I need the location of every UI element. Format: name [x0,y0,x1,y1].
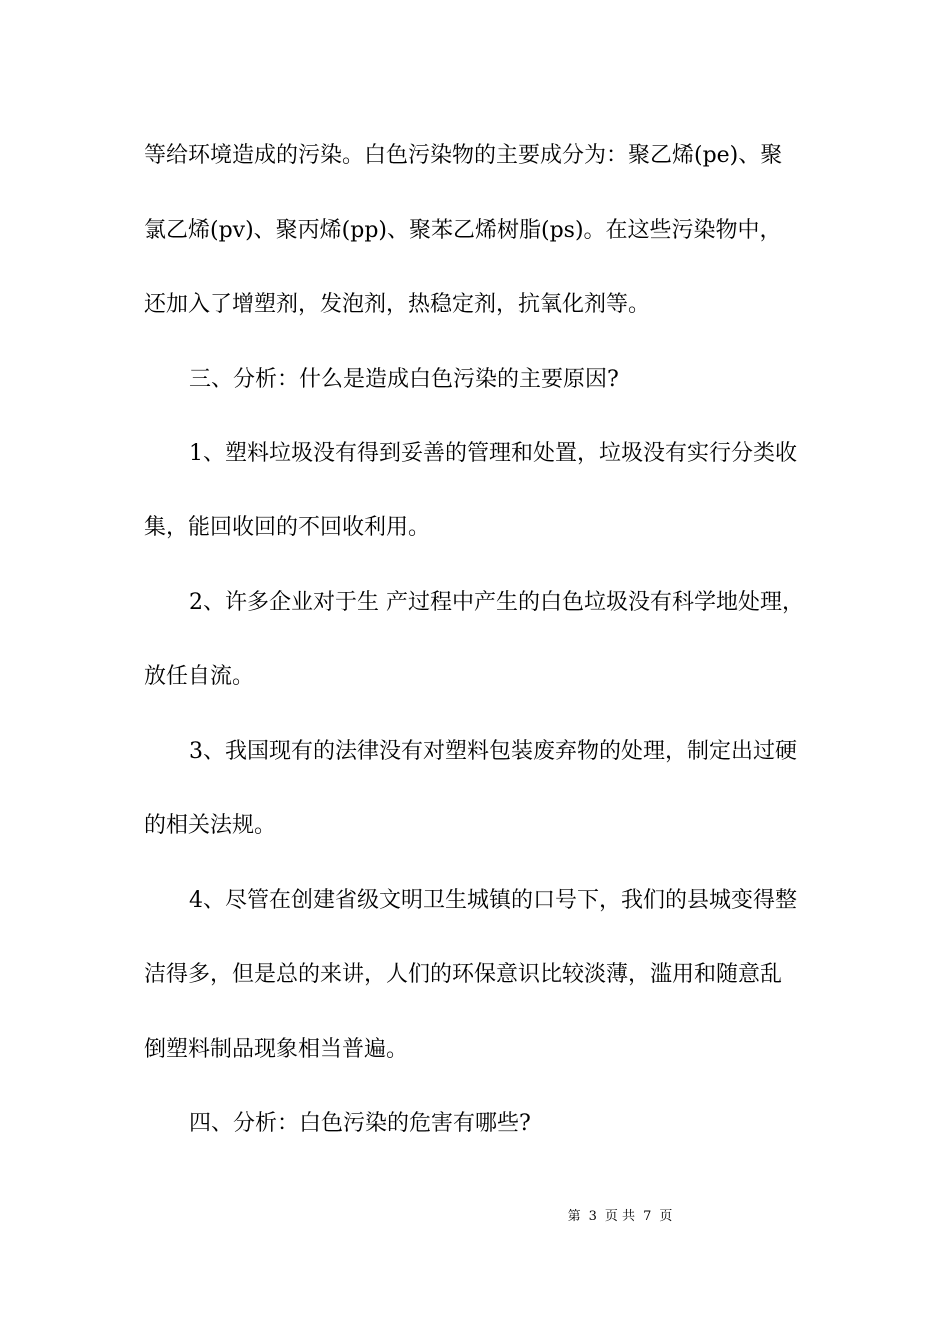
paragraph-line: 倒塑料制品现象相当普遍。 [144,1037,409,1062]
paragraph-line: 1、塑料垃圾没有得到妥善的管理和处置，垃圾没有实行分类收 [189,441,797,466]
paragraph-line: 还加入了增塑剂，发泡剂，热稳定剂，抗氧化剂等。 [144,292,651,317]
footer-suffix: 页 [659,1209,673,1224]
page-footer [0,1208,950,1226]
paragraph-line: 氯乙烯(pv)、聚丙烯(pp)、聚苯乙烯树脂(ps)。在这些污染物中， [144,218,782,243]
footer-prefix: 第 [567,1209,581,1224]
footer-current-page: 3 [588,1209,597,1224]
paragraph-line: 3、我国现有的法律没有对塑料包装废弃物的处理，制定出过硬 [189,739,797,764]
paragraph-line: 放任自流。 [144,664,255,689]
paragraph-line: 洁得多，但是总的来讲，人们的环保意识比较淡薄，滥用和随意乱 [144,962,783,987]
footer-mid: 页 共 [604,1209,636,1224]
footer-total-pages: 7 [643,1209,652,1224]
paragraph-line: 集，能回收回的不回收利用。 [144,515,431,540]
paragraph-line: 4、尽管在创建省级文明卫生城镇的口号下，我们的县城变得整 [189,888,797,913]
paragraph-line: 等给环境造成的污染。白色污染物的主要成分为：聚乙烯(pe)、聚 [144,143,783,168]
section-heading: 四、分析：白色污染的危害有哪些? [189,1111,531,1136]
section-heading: 三、分析：什么是造成白色污染的主要原因? [189,367,619,392]
paragraph-line: 2、许多企业对于生 产过程中产生的白色垃圾没有科学地处理， [189,590,804,615]
paragraph-line: 的相关法规。 [144,813,277,838]
